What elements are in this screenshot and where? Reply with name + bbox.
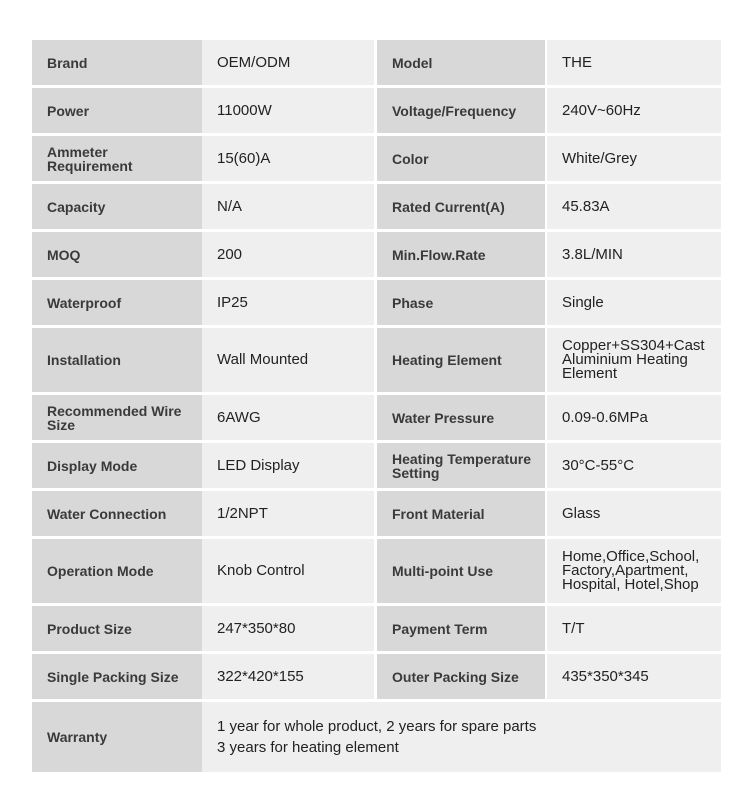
- table-row: [32, 280, 721, 325]
- spec-value: IP25: [202, 280, 374, 325]
- table-row: [32, 40, 721, 85]
- table-row: [32, 136, 721, 181]
- spec-label: Waterproof: [32, 280, 202, 325]
- spec-label: Outer Packing Size: [374, 654, 545, 699]
- spec-value: 6AWG: [202, 395, 374, 440]
- table-row: [32, 88, 721, 133]
- spec-value: N/A: [202, 184, 374, 229]
- spec-value: 15(60)A: [202, 136, 374, 181]
- spec-label: Display Mode: [32, 443, 202, 488]
- table-row: [32, 654, 721, 699]
- table-row: [32, 328, 721, 392]
- spec-value: 247*350*80: [202, 606, 374, 651]
- spec-value: 45.83A: [545, 184, 721, 229]
- spec-value: T/T: [545, 606, 721, 651]
- spec-label: Product Size: [32, 606, 202, 651]
- spec-value: Home,Office,School, Factory,Apartment, Hospital, Hotel,Shop: [545, 539, 721, 603]
- spec-label: Heating Element: [374, 328, 545, 392]
- spec-value: THE: [545, 40, 721, 85]
- spec-value: Glass: [545, 491, 721, 536]
- spec-label: Payment Term: [374, 606, 545, 651]
- spec-value: White/Grey: [545, 136, 721, 181]
- spec-value: 0.09-0.6MPa: [545, 395, 721, 440]
- spec-label: Single Packing Size: [32, 654, 202, 699]
- table-row: [32, 232, 721, 277]
- warranty-row: [32, 702, 721, 772]
- spec-label: Front Material: [374, 491, 545, 536]
- warranty-label: Warranty: [32, 702, 202, 772]
- table-row: [32, 395, 721, 440]
- spec-label: Rated Current(A): [374, 184, 545, 229]
- table-row: [32, 539, 721, 603]
- spec-table: [32, 40, 721, 775]
- spec-label: Recommended Wire Size: [32, 395, 202, 440]
- spec-label: Phase: [374, 280, 545, 325]
- spec-label: Multi-point Use: [374, 539, 545, 603]
- spec-value: Single: [545, 280, 721, 325]
- spec-value: 3.8L/MIN: [545, 232, 721, 277]
- spec-value: 30°C-55°C: [545, 443, 721, 488]
- spec-value: 200: [202, 232, 374, 277]
- spec-value: 11000W: [202, 88, 374, 133]
- spec-value: 240V~60Hz: [545, 88, 721, 133]
- spec-value: LED Display: [202, 443, 374, 488]
- spec-label: Water Connection: [32, 491, 202, 536]
- warranty-line-2: 3 years for heating element: [217, 739, 399, 756]
- table-row: [32, 606, 721, 651]
- spec-label: Voltage/Frequency: [374, 88, 545, 133]
- spec-label: MOQ: [32, 232, 202, 277]
- spec-value: 1/2NPT: [202, 491, 374, 536]
- spec-label: Brand: [32, 40, 202, 85]
- spec-label: Water Pressure: [374, 395, 545, 440]
- spec-value: Wall Mounted: [202, 328, 374, 392]
- spec-label: Heating Temperature Setting: [374, 443, 545, 488]
- spec-label: Color: [374, 136, 545, 181]
- spec-value: Knob Control: [202, 539, 374, 603]
- spec-label: Model: [374, 40, 545, 85]
- spec-label: Installation: [32, 328, 202, 392]
- spec-value: 435*350*345: [545, 654, 721, 699]
- warranty-value: [202, 702, 721, 772]
- warranty-line-1: 1 year for whole product, 2 years for spare parts: [217, 718, 537, 735]
- spec-label: Min.Flow.Rate: [374, 232, 545, 277]
- spec-label: Ammeter Requirement: [32, 136, 202, 181]
- spec-label: Operation Mode: [32, 539, 202, 603]
- table-row: [32, 491, 721, 536]
- table-row: [32, 443, 721, 488]
- spec-label: Power: [32, 88, 202, 133]
- spec-value: Copper+SS304+Cast Aluminium Heating Element: [545, 328, 721, 392]
- spec-value: OEM/ODM: [202, 40, 374, 85]
- table-row: [32, 184, 721, 229]
- spec-value: 322*420*155: [202, 654, 374, 699]
- spec-label: Capacity: [32, 184, 202, 229]
